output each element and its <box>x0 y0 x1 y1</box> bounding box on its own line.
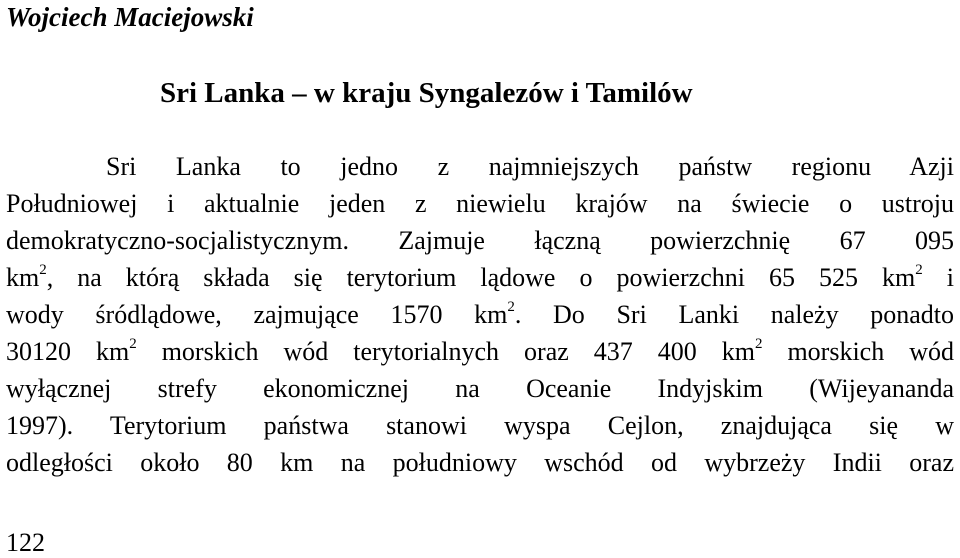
superscript: 2 <box>754 336 763 352</box>
text-segment: morskich wód terytorialnych oraz 437 400 km <box>136 337 755 366</box>
body-line <box>6 333 954 370</box>
text-segment: km <box>6 263 40 292</box>
superscript: 2 <box>507 299 515 315</box>
page-number: 122 <box>6 528 45 557</box>
text-segment: morskich wód <box>762 337 954 366</box>
body-line: demokratyczno-socjalistycznym. Zajmuje łączną powierzchnię 67 095 <box>6 226 954 255</box>
body-line: wyłącznej strefy ekonomicznej na Oceanie Indyjskim (Wijeyananda <box>6 374 954 403</box>
text-segment: , na którą składa się terytorium lądowe o powierzchni 65 525 km <box>46 263 916 292</box>
superscript: 2 <box>39 262 47 278</box>
superscript: 2 <box>915 262 923 278</box>
body-line: 1997). Terytorium państwa stanowi wyspa Cejlon, znajdująca się w <box>6 411 954 440</box>
article-body <box>6 148 954 481</box>
author-name: Wojciech Maciejowski <box>6 2 254 32</box>
body-line: Południowej i aktualnie jeden z niewielu krajów na świecie o ustroju <box>6 189 954 218</box>
body-line <box>6 259 954 296</box>
superscript: 2 <box>129 336 137 352</box>
body-line: Sri Lanka to jedno z najmniejszych państw regionu Azji <box>106 152 954 181</box>
text-segment: wody śródlądowe, zajmujące 1570 km <box>6 300 508 329</box>
text-segment: 30120 km <box>6 337 130 366</box>
text-segment: i <box>922 263 954 292</box>
body-line: odległości około 80 km na południowy wschód od wybrzeży Indii oraz <box>6 448 954 477</box>
text-segment: . Do Sri Lanki należy ponadto <box>514 300 955 329</box>
body-line <box>6 296 954 333</box>
article-title: Sri Lanka – w kraju Syngalezów i Tamilów <box>160 77 693 109</box>
